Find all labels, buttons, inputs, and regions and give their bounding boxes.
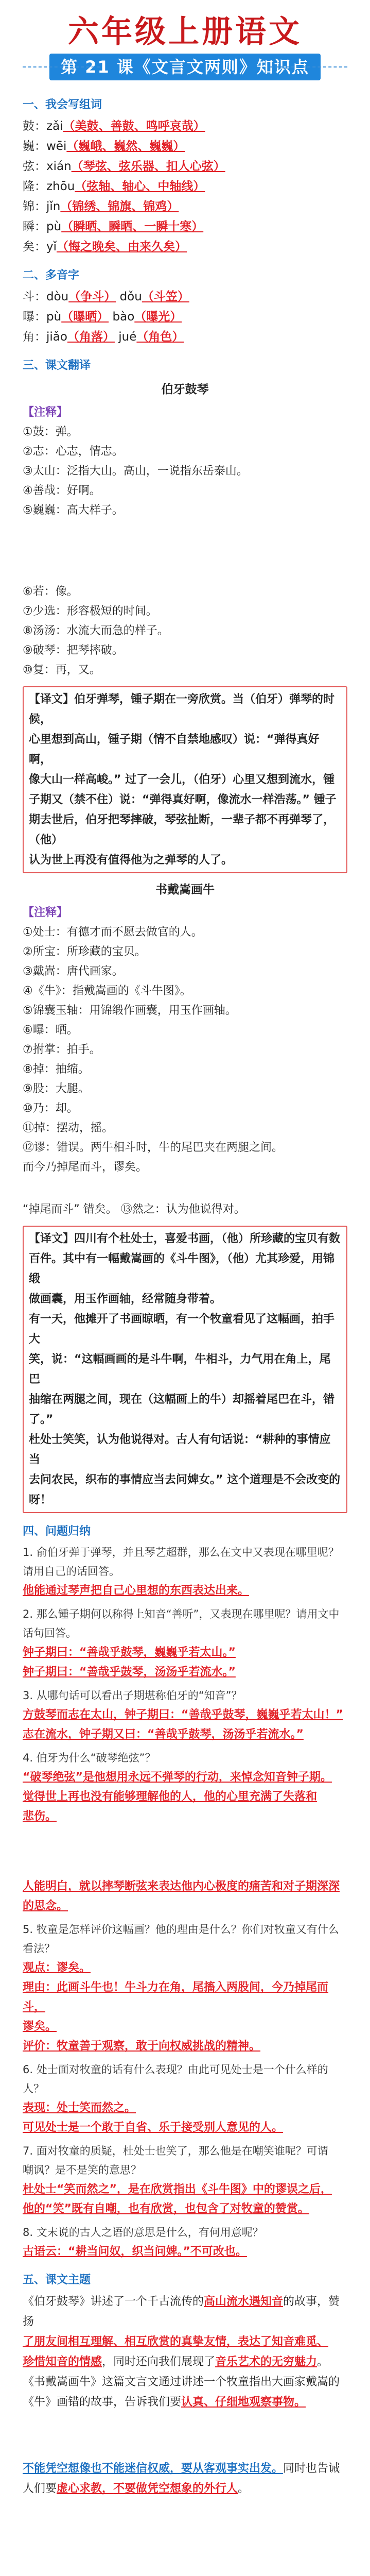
gloss-item: ⑪掉：摆动，摇。 [23,1122,114,1134]
qa-item: 3. 从哪句话可以看出子期堪称伯牙的“知音”？ 方鼓琴而志在太山，钟子期曰：“善哉乎鼓琴，巍巍乎若太山！” 志在流水，钟子期又曰：“善哉乎鼓琴，汤汤乎若流水。” [23,1689,343,1741]
gloss-item: ⑨股：大腿。 [23,1082,90,1095]
translation-line: 做画囊，用玉作画轴，经常随身带着。 [29,1293,222,1306]
translation-line: 像大山一样高峻。” 过了一会儿，（伯牙）心里又想到流水，锺 [29,773,335,786]
gloss-item: ⑥若：像。 [23,585,78,598]
gloss-list-2 [23,923,347,1177]
theme-paragraph: 《伯牙鼓琴》讲述了一个千古流传的高山流水遇知音的故事，赞扬 了朋友间相互理解、相互欣赏的真挚友情，表达了知音难觅、 珍惜知音的情感，同时还向我们展现了音乐艺术的无穷魅力。 《书戴嵩画牛》这篇文言文通过讲述一个牧童指出大画家戴嵩的 《牛》画错的故事，告诉我们要认真、仔细地观察事物。 [23,2295,340,2409]
qa-list [23,1543,347,1826]
story-title-boya: 伯牙鼓琴 [161,383,209,396]
word-item: 鼓：zǎi（美鼓、善鼓、鸣呼哀哉） [23,120,205,133]
gloss-item: ⑨破琴：把琴摔破。 [23,644,124,657]
polyphone-item: 角：jiǎo（角落） jué（角色） [23,330,184,344]
section-heading-theme: 五、课文主题 [23,2274,91,2286]
gloss-list-1b [23,582,347,680]
word-item: 巍：wēi（巍峨、巍然、巍巍） [23,140,185,153]
gloss-item: ⑤巍巍：高大样子。 [23,504,124,517]
blank-space [23,1177,347,1200]
qa-item: 5. 牧童是怎样评价这幅画？他的理由是什么？你们对牧童又有什么看法？ 观点：谬矣。 理由：此画斗牛也！牛斗力在角，尾搐入两股间，今乃掉尾而斗， 谬矣。 评价：牧童善于观察，敢于向权威挑战的精神。 [23,1923,339,2053]
gloss-item: ⑩复：再，又。 [23,664,101,676]
gloss-item: ⑤锦囊玉轴：用锦缎作画囊，用玉作画轴。 [23,1004,237,1017]
translation-box-2 [23,1226,347,1513]
qa-item: 人能明白，就以摔琴断弦来表达他内心极度的痛苦和对子期深深 的思念。 [23,1880,340,1912]
gloss-item: ②志：心志，情志。 [23,445,124,458]
gloss-item: ⑥曝：晒。 [23,1024,78,1037]
gloss-item: ②所宝：所珍藏的宝贝。 [23,945,146,958]
translation-line: 认为世上再没有值得他为之弹琴的人了。 [29,854,233,867]
section-heading-questions: 四、问题归纳 [23,1525,91,1538]
gloss-item: ⑦拊掌：拍手。 [23,1043,101,1056]
gloss-item: ⑫谬：错误。两牛相斗时，牛的尾巴夹在两腿之间。 [23,1141,284,1154]
translation-line: 笑，说：“这幅画画的是斗牛啊，牛相斗，力气用在角上，尾巴 [29,1353,331,1386]
notes-tag: 【注释】 [23,406,68,419]
lesson-subtitle: 第 21 课《文言文两则》知识点 [49,54,321,80]
gloss-item: “掉尾而斗” 错矣。 ⑬然之：认为他说得对。 [23,1203,245,1216]
translation-line: 有一天，他摊开了书画晾晒，有一个牧童看见了这幅画，拍手大 [29,1313,335,1346]
polyphone-item: 斗：dòu（争斗） dǒu（斗笠） [23,290,189,303]
qa-item: 7. 面对牧童的质疑，杜处士也笑了，那么他是在嘲笑谁呢？可谓 嘲讽？是不是笑的意思？ 杜处士“笑而然之”，是在欣赏指出《斗牛图》中的谬误之后， 他的“笑”既有自嘲，也有欣赏，也包含了对牧童的赞赏。 [23,2145,332,2215]
gloss-item: ①鼓：弹。 [23,426,78,438]
translation-line: 【译文】四川有个杜处士，喜爱书画，（他）所珍藏的宝贝有数 [29,1232,341,1245]
blank-space [23,520,347,582]
story-title-daisong: 书戴嵩画牛 [155,883,215,896]
blank-space [23,2412,347,2459]
section-heading-words: 一、我会写组词 [23,98,102,111]
gloss-item: ④《牛》：指戴嵩画的《斗牛图》。 [23,985,191,997]
polyphone-item: 曝：pù（曝晒） bào（曝光） [23,310,182,324]
section-heading-translation: 三、课文翻译 [23,359,91,372]
notes-tag: 【注释】 [23,906,68,919]
qa-item: 2. 那么锺子期何以称得上知音“善听”，又表现在哪里呢？请用文中话句回答。 钟子期曰：“善哉乎鼓琴，巍巍乎若太山。” 钟子期曰：“善哉乎鼓琴，汤汤乎若流水。” [23,1608,340,1679]
gloss-item: ④善哉：好啊。 [23,484,101,497]
translation-line: 心里想到高山，锺子期（情不自禁地感叹）说：“弹得真好啊， [29,733,320,766]
blank-space [23,1831,347,1877]
translation-line: 呀！ [29,1494,52,1506]
qa-item: 1. 俞伯牙弹于弹琴，并且琴艺超群，那么在文中又表现在哪里呢？ 请用自己的话回答。 他能通过琴声把自己心里想的东西表达出来。 [23,1546,339,1597]
word-item: 瞬：pù（瞬晒、瞬晒、一瞬十寒） [23,220,204,233]
word-item: 矣：yǐ（悔之晚矣、由来久矣） [23,240,187,253]
qa-item: 6. 处士面对牧童的话有什么表现？由此可见处士是一个什么样的人？ 表现：处士笑而然之。 可见处士是一个敢于自省、乐于接受别人意见的人。 [23,2063,328,2134]
translation-line: 【译文】伯牙弹琴，锺子期在一旁欣赏。当（伯牙）弹琴的时候， [29,693,335,726]
polyphone-list [23,287,347,347]
translation-line: 子期又（禁不住）说：“弹得真好啊，像流水一样浩荡。” 锺子 [29,793,337,806]
subtitle-bar [23,54,347,80]
translation-line: 抽缩在两腿之间，现在（这幅画上的牛）却摇着尾巴在斗，错了。” [29,1393,335,1426]
gloss-item: ⑧掉：抽缩。 [23,1063,90,1076]
translation-line: 百件。其中有一幅戴嵩画的《斗牛图》，（他）尤其珍爱，用锦缎 [29,1252,335,1285]
translation-box-1 [23,686,347,873]
word-item: 隆：zhōu（弦轴、轴心、中轴线） [23,180,205,193]
word-item: 锦：jǐn（锦绣、锦旗、锦鸡） [23,200,179,213]
gloss-list-1 [23,422,347,520]
gloss-item: ①处士：有德才而不愿去做官的人。 [23,926,203,939]
gloss-item: ⑧汤汤：水流大而急的样子。 [23,624,169,637]
closing-note: 不能凭空想像也不能迷信权威，要从客观事实出发。同时也告诫 人们要虚心求教，不要做凭空想象的外行人。 [23,2462,340,2495]
translation-line: 杜处士笑笑，认为他说得对。古人有句话说：“耕种的事情应当 [29,1433,331,1466]
gloss-item: ③戴嵩：唐代画家。 [23,965,124,978]
qa-list-2 [23,1877,347,2262]
page-title: 六年级上册语文 [68,14,302,50]
gloss-item: ③太山：泛指大山。高山，一说指东岳泰山。 [23,465,248,478]
translation-line: 期去世后，伯牙把琴摔破，琴弦扯断，一辈子都不再弹琴了，（他） [29,814,335,846]
section-heading-polyphones: 二、多音字 [23,269,80,282]
gloss-item: 而今乃掉尾而斗，谬矣。 [23,1161,148,1174]
qa-item: 4. 伯牙为什么“破琴绝弦”？ “破琴绝弦”是他想用永远不弹琴的行动，来悼念知音钟子期。 觉得世上再也没有能够理解他的人，他的心里充满了失落和 悲伤。 [23,1752,332,1823]
word-item: 弦：xián（琴弦、弦乐器、扣人心弦） [23,160,225,173]
word-list [23,116,347,257]
translation-line: 去问农民，织布的事情应当去问婢女。” 这个道理是不会改变的 [29,1473,341,1486]
qa-item: 8. 文末说的古人之语的意思是什么，有何用意呢？ 古语云：“耕当问奴，织当问婢。”不可改也。 [23,2226,263,2258]
gloss-item: ⑩乃：却。 [23,1102,78,1115]
gloss-item: ⑦少选：形容极短的时间。 [23,605,157,618]
